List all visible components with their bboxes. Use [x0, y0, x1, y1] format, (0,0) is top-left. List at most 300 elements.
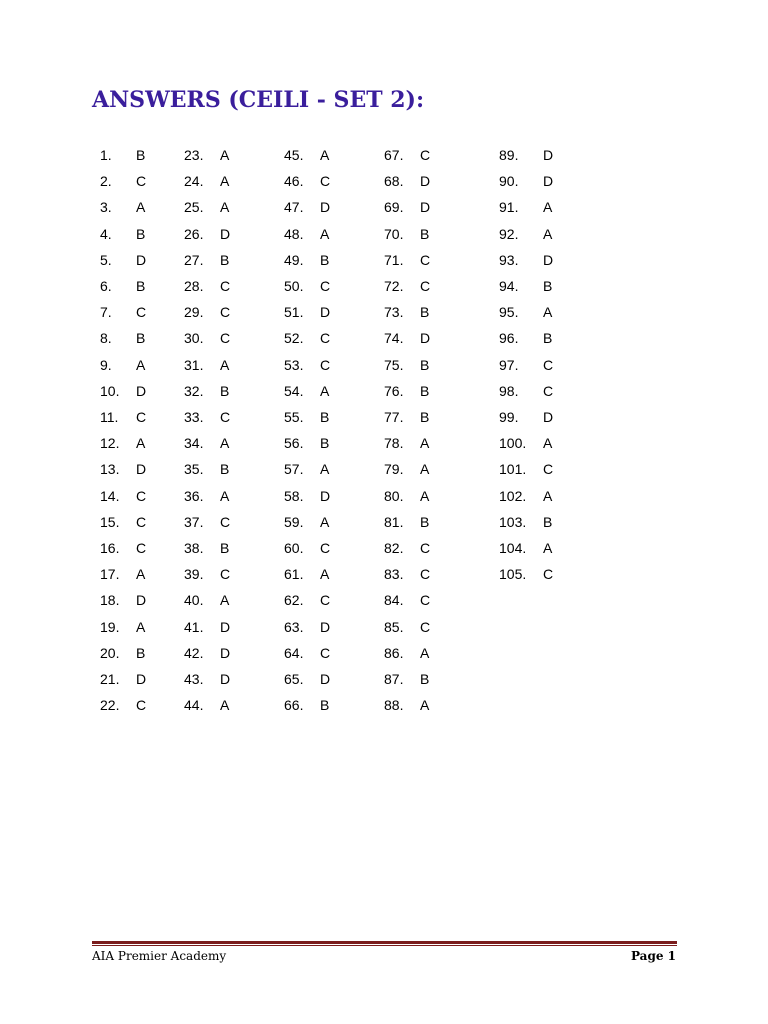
question-number: 5. — [100, 251, 112, 268]
answer-row — [499, 325, 589, 351]
question-number: 47. — [284, 199, 304, 216]
question-number: 13. — [100, 461, 120, 478]
answer-letter: C — [136, 173, 147, 190]
answer-letter: A — [543, 225, 553, 242]
answer-letter: A — [543, 435, 553, 452]
answer-row — [184, 509, 274, 535]
answer-row — [100, 168, 190, 194]
answer-letter: D — [136, 592, 147, 609]
question-number: 11. — [100, 409, 119, 425]
answer-letter: C — [420, 251, 431, 268]
question-number: 95. — [499, 304, 519, 321]
answer-letter: D — [136, 461, 147, 478]
answer-row — [284, 509, 374, 535]
answer-letter: A — [220, 487, 230, 504]
answer-row — [284, 299, 374, 325]
question-number: 34. — [184, 435, 204, 452]
answer-row — [499, 378, 589, 404]
answer-letter: A — [320, 566, 330, 583]
question-number: 21. — [100, 671, 120, 687]
answer-letter: B — [420, 513, 430, 530]
question-number: 78. — [384, 435, 404, 452]
question-number: 92. — [499, 225, 519, 242]
answer-letter: C — [320, 278, 331, 294]
question-number: 72. — [384, 278, 404, 294]
answer-letter: C — [136, 409, 147, 425]
question-number: 20. — [100, 644, 120, 661]
answer-letter: A — [420, 697, 430, 714]
question-number: 17. — [100, 566, 120, 583]
answer-letter: D — [543, 173, 554, 190]
question-number: 9. — [100, 356, 112, 373]
answer-letter: D — [320, 618, 331, 635]
answer-letter: C — [320, 592, 331, 609]
question-number: 35. — [184, 461, 204, 478]
question-number: 3. — [100, 199, 112, 216]
answer-row — [100, 483, 190, 509]
answer-row — [184, 587, 274, 613]
question-number: 30. — [184, 330, 204, 347]
answer-letter: C — [220, 330, 231, 347]
answer-letter: D — [420, 173, 431, 190]
question-number: 74. — [384, 330, 404, 347]
question-number: 94. — [499, 278, 519, 294]
answer-letter: B — [420, 671, 430, 687]
answer-row — [384, 194, 474, 220]
answer-letter: D — [136, 382, 147, 399]
question-number: 27. — [184, 251, 204, 268]
question-number: 56. — [284, 435, 304, 452]
question-number: 41. — [184, 618, 204, 635]
answer-row — [499, 194, 589, 220]
answer-letter: C — [220, 304, 231, 321]
question-number: 33. — [184, 409, 204, 425]
question-number: 38. — [184, 540, 204, 556]
answer-letter: C — [136, 513, 147, 530]
answer-letter: A — [220, 199, 230, 216]
question-number: 51. — [284, 304, 304, 321]
answer-row — [284, 456, 374, 482]
answer-letter: B — [220, 382, 230, 399]
answer-letter: B — [420, 304, 430, 321]
answer-letter: D — [220, 644, 231, 661]
answer-letter: D — [543, 409, 554, 425]
question-number: 15. — [100, 513, 120, 530]
question-number: 64. — [284, 644, 304, 661]
answer-row — [384, 404, 474, 430]
answer-row — [184, 614, 274, 640]
answer-letter: D — [320, 304, 331, 321]
question-number: 45. — [284, 147, 304, 163]
question-number: 23. — [184, 147, 204, 163]
answer-letter: D — [220, 671, 231, 687]
question-number: 103. — [499, 513, 527, 530]
answer-row — [284, 194, 374, 220]
answer-row — [100, 378, 190, 404]
answer-letter: C — [420, 618, 431, 635]
question-number: 32. — [184, 382, 204, 399]
question-number: 54. — [284, 382, 304, 399]
answer-row — [284, 168, 374, 194]
answer-row — [100, 404, 190, 430]
question-number: 62. — [284, 592, 304, 609]
question-number: 25. — [184, 199, 204, 216]
answer-row — [100, 561, 190, 587]
question-number: 71. — [384, 251, 404, 268]
question-number: 87. — [384, 671, 404, 687]
answer-letter: B — [543, 278, 553, 294]
question-number: 77. — [384, 409, 404, 425]
footer-page-number: Page 1 — [630, 949, 676, 963]
answer-row — [284, 535, 374, 561]
question-number: 55. — [284, 409, 304, 425]
answer-row — [284, 430, 374, 456]
answer-row — [384, 692, 474, 718]
question-number: 8. — [100, 330, 112, 347]
answer-row — [499, 221, 589, 247]
answer-row — [499, 561, 589, 587]
answer-row — [384, 587, 474, 613]
question-number: 28. — [184, 278, 204, 294]
answer-row — [100, 666, 190, 692]
answer-row — [184, 325, 274, 351]
question-number: 49. — [284, 251, 304, 268]
question-number: 104. — [499, 540, 527, 556]
question-number: 31. — [184, 356, 204, 373]
answer-letter: C — [543, 566, 554, 583]
answer-letter: A — [320, 147, 330, 163]
answer-row — [100, 221, 190, 247]
answer-row — [100, 456, 190, 482]
question-number: 43. — [184, 671, 204, 687]
question-number: 98. — [499, 382, 519, 399]
question-number: 48. — [284, 225, 304, 242]
answer-row — [384, 299, 474, 325]
answer-letter: B — [320, 251, 330, 268]
answer-row — [184, 456, 274, 482]
question-number: 14. — [100, 487, 120, 504]
answer-letter: B — [136, 147, 146, 163]
answer-letter: B — [136, 644, 146, 661]
answer-row — [100, 194, 190, 220]
question-number: 66. — [284, 697, 304, 714]
answer-letter: C — [220, 513, 231, 530]
answer-row — [184, 352, 274, 378]
answer-letter: C — [543, 382, 554, 399]
question-number: 105. — [499, 566, 527, 583]
answer-row — [184, 666, 274, 692]
answer-letter: A — [320, 461, 330, 478]
answer-row — [184, 221, 274, 247]
answer-letter: A — [220, 592, 230, 609]
answer-row — [284, 247, 374, 273]
answer-letter: B — [220, 461, 230, 478]
answer-letter: A — [220, 173, 230, 190]
answer-row — [499, 142, 589, 168]
footer-rule-thick — [92, 941, 677, 944]
answer-letter: A — [320, 225, 330, 242]
answer-row — [384, 456, 474, 482]
answer-row — [284, 142, 374, 168]
footer-academy-name: AIA Premier Academy — [92, 949, 227, 963]
question-number: 82. — [384, 540, 404, 556]
answer-row — [499, 404, 589, 430]
answer-letter: C — [220, 409, 231, 425]
answer-row — [284, 483, 374, 509]
answer-letter: B — [220, 251, 230, 268]
answer-row — [184, 299, 274, 325]
question-number: 39. — [184, 566, 204, 583]
answer-row — [499, 352, 589, 378]
answer-letter: C — [136, 487, 147, 504]
question-number: 42. — [184, 644, 204, 661]
answer-row — [499, 247, 589, 273]
answer-row — [100, 587, 190, 613]
question-number: 90. — [499, 173, 519, 190]
answer-letter: A — [136, 566, 146, 583]
answer-row — [384, 509, 474, 535]
question-number: 80. — [384, 487, 404, 504]
answer-row — [499, 483, 589, 509]
question-number: 68. — [384, 173, 404, 190]
answer-row — [100, 142, 190, 168]
answer-letter: C — [320, 356, 331, 373]
answer-row — [100, 430, 190, 456]
question-number: 7. — [100, 304, 112, 321]
answer-row — [184, 404, 274, 430]
answer-row — [184, 273, 274, 299]
question-number: 44. — [184, 697, 204, 714]
answer-letter: C — [543, 461, 554, 478]
answer-letter: B — [136, 225, 146, 242]
question-number: 100. — [499, 435, 527, 452]
question-number: 58. — [284, 487, 304, 504]
answer-letter: B — [136, 278, 146, 294]
question-number: 26. — [184, 225, 204, 242]
answer-letter: A — [220, 435, 230, 452]
answer-letter: C — [320, 173, 331, 190]
question-number: 18. — [100, 592, 120, 609]
answer-row — [384, 142, 474, 168]
answer-row — [100, 509, 190, 535]
answer-letter: B — [320, 409, 330, 425]
question-number: 65. — [284, 671, 304, 687]
question-number: 86. — [384, 644, 404, 661]
answer-letter: B — [136, 330, 146, 347]
answer-letter: D — [320, 671, 331, 687]
answer-letter: A — [320, 382, 330, 399]
answer-letter: C — [220, 278, 231, 294]
answer-letter: A — [136, 199, 146, 216]
answer-letter: C — [320, 540, 331, 556]
answer-row — [184, 142, 274, 168]
answer-row — [499, 509, 589, 535]
answer-letter: A — [543, 304, 553, 321]
question-number: 89. — [499, 147, 519, 163]
question-number: 60. — [284, 540, 304, 556]
answer-row — [384, 221, 474, 247]
answer-row — [100, 692, 190, 718]
answer-row — [284, 640, 374, 666]
footer-rule-thin — [92, 945, 677, 946]
question-number: 75. — [384, 356, 404, 373]
question-number: 93. — [499, 251, 519, 268]
question-number: 19. — [100, 618, 120, 635]
question-number: 59. — [284, 513, 304, 530]
answer-row — [284, 352, 374, 378]
question-number: 36. — [184, 487, 204, 504]
answer-letter: D — [320, 487, 331, 504]
answer-letter: C — [220, 566, 231, 583]
answer-letter: B — [420, 409, 430, 425]
answer-letter: A — [420, 644, 430, 661]
question-number: 24. — [184, 173, 204, 190]
answer-row — [499, 535, 589, 561]
answer-row — [100, 614, 190, 640]
answer-letter: A — [136, 356, 146, 373]
answer-row — [499, 273, 589, 299]
answer-row — [284, 378, 374, 404]
answer-row — [384, 352, 474, 378]
answer-letter: B — [543, 513, 553, 530]
answer-letter: D — [136, 671, 147, 687]
answer-row — [100, 535, 190, 561]
answer-row — [384, 640, 474, 666]
answer-row — [284, 221, 374, 247]
answer-row — [499, 430, 589, 456]
answer-row — [384, 483, 474, 509]
answer-row — [184, 640, 274, 666]
answer-row — [184, 535, 274, 561]
question-number: 57. — [284, 461, 304, 478]
answer-letter: A — [220, 697, 230, 714]
answer-row — [284, 666, 374, 692]
answer-row — [184, 483, 274, 509]
answer-row — [100, 273, 190, 299]
answer-row — [499, 299, 589, 325]
question-number: 96. — [499, 330, 519, 347]
answer-letter: A — [136, 618, 146, 635]
answer-letter: D — [136, 251, 147, 268]
question-number: 61. — [284, 566, 304, 583]
answer-row — [184, 378, 274, 404]
answer-row — [284, 273, 374, 299]
answer-row — [384, 247, 474, 273]
question-number: 1. — [100, 147, 112, 163]
question-number: 70. — [384, 225, 404, 242]
question-number: 84. — [384, 592, 404, 609]
answer-letter: D — [543, 147, 554, 163]
answer-letter: B — [320, 697, 330, 714]
answer-letter: B — [420, 382, 430, 399]
question-number: 53. — [284, 356, 304, 373]
answer-letter: C — [420, 566, 431, 583]
answer-letter: C — [420, 540, 431, 556]
answer-row — [284, 692, 374, 718]
answer-letter: B — [420, 225, 430, 242]
answer-letter: A — [543, 540, 553, 556]
question-number: 29. — [184, 304, 204, 321]
answer-letter: D — [420, 199, 431, 216]
question-number: 85. — [384, 618, 404, 635]
question-number: 2. — [100, 173, 112, 190]
question-number: 63. — [284, 618, 304, 635]
answer-row — [184, 168, 274, 194]
answer-letter: A — [320, 513, 330, 530]
answer-letter: C — [543, 356, 554, 373]
answer-row — [384, 273, 474, 299]
answer-row — [100, 247, 190, 273]
question-number: 52. — [284, 330, 304, 347]
answer-letter: B — [320, 435, 330, 452]
answer-letter: C — [136, 540, 147, 556]
question-number: 67. — [384, 147, 404, 163]
answer-letter: C — [136, 697, 147, 714]
question-number: 88. — [384, 697, 404, 714]
answer-row — [284, 587, 374, 613]
answer-letter: A — [220, 147, 230, 163]
question-number: 10. — [100, 382, 120, 399]
answer-letter: A — [543, 487, 553, 504]
answer-letter: D — [220, 618, 231, 635]
answer-row — [184, 692, 274, 718]
answer-row — [499, 168, 589, 194]
question-number: 22. — [100, 697, 120, 714]
answer-row — [100, 325, 190, 351]
question-number: 102. — [499, 487, 527, 504]
question-number: 101. — [499, 461, 527, 478]
answer-row — [384, 561, 474, 587]
page-title: ANSWERS (CEILI - SET 2): — [92, 87, 425, 113]
question-number: 6. — [100, 278, 112, 294]
question-number: 76. — [384, 382, 404, 399]
answer-letter: B — [220, 540, 230, 556]
question-number: 12. — [100, 435, 120, 452]
answer-row — [284, 561, 374, 587]
answer-letter: A — [136, 435, 146, 452]
answer-letter: A — [543, 199, 553, 216]
answer-row — [100, 352, 190, 378]
answer-row — [284, 325, 374, 351]
answer-letter: C — [320, 644, 331, 661]
question-number: 46. — [284, 173, 304, 190]
answer-letter: C — [136, 304, 147, 321]
answer-letter: C — [420, 278, 431, 294]
question-number: 79. — [384, 461, 404, 478]
answer-row — [100, 640, 190, 666]
question-number: 50. — [284, 278, 304, 294]
question-number: 69. — [384, 199, 404, 216]
answer-letter: C — [420, 592, 431, 609]
answer-letter: C — [320, 330, 331, 347]
question-number: 73. — [384, 304, 404, 321]
answer-row — [184, 430, 274, 456]
answer-letter: B — [420, 356, 430, 373]
answer-letter: A — [220, 356, 230, 373]
answer-letter: D — [220, 225, 231, 242]
answer-row — [184, 561, 274, 587]
question-number: 99. — [499, 409, 519, 425]
answer-row — [100, 299, 190, 325]
answer-letter: A — [420, 435, 430, 452]
answer-letter: D — [543, 251, 554, 268]
answer-letter: A — [420, 487, 430, 504]
question-number: 16. — [100, 540, 120, 556]
question-number: 37. — [184, 513, 204, 530]
answer-row — [384, 535, 474, 561]
question-number: 40. — [184, 592, 204, 609]
answer-row — [384, 378, 474, 404]
